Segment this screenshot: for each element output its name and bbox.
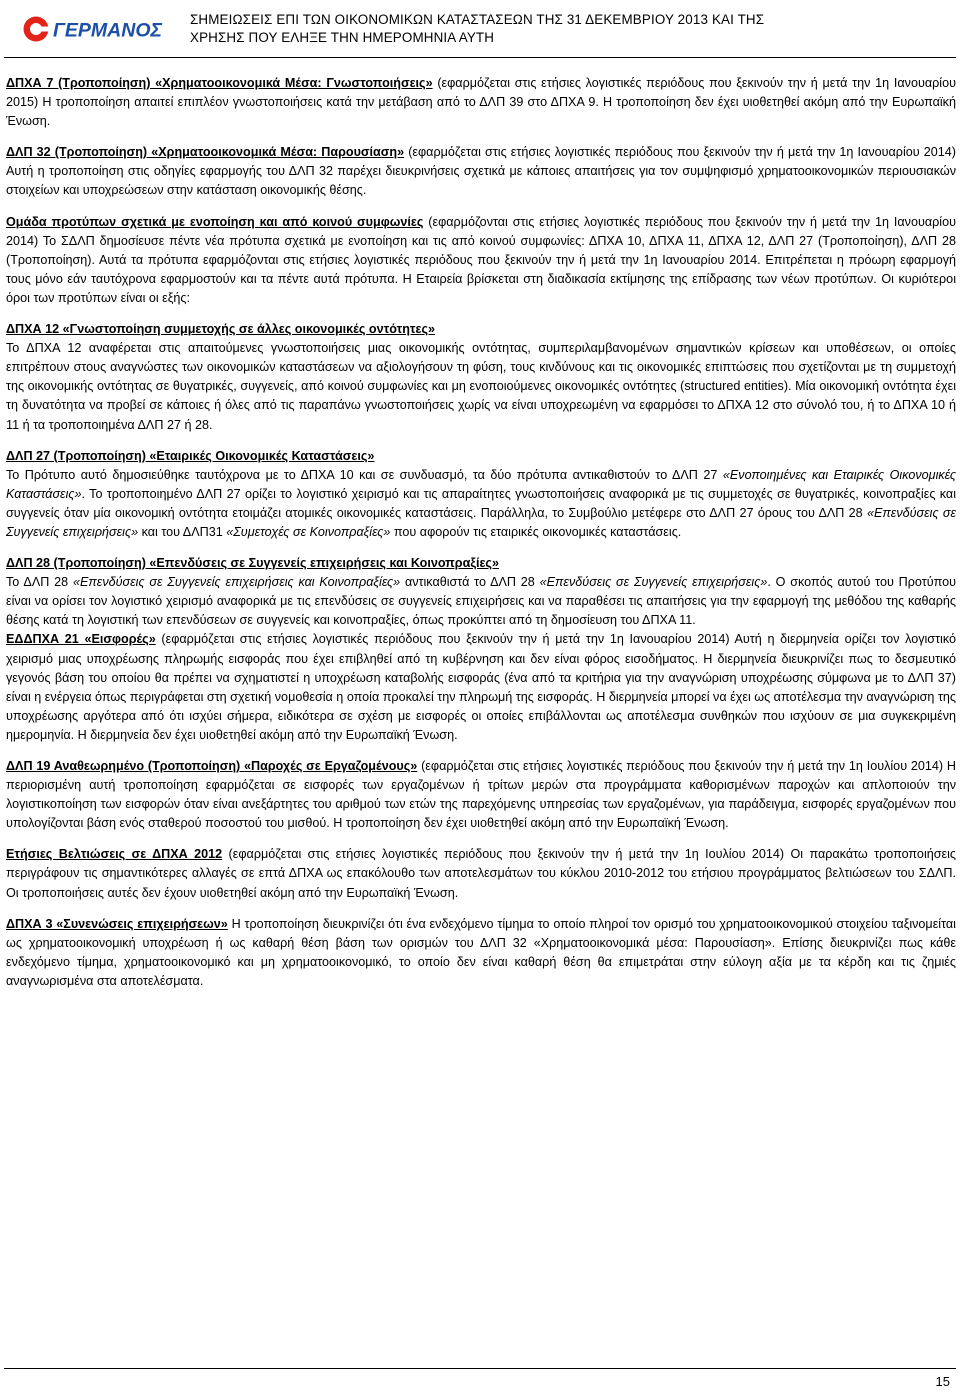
heading-ifrs7: ΔΠΧΑ 7 (Τροποποίηση) «Χρηματοοικονομικά Μέσα: Γνωστοποιήσεις» (6, 76, 433, 90)
paragraph-ifrs3 (6, 915, 956, 991)
heading-ias28: ΔΛΠ 28 (Τροποποίηση) «Επενδύσεις σε Συγγενείς επιχειρήσεις και Κοινοπραξίες» (6, 556, 499, 571)
page-number: 15 (935, 1374, 950, 1389)
text-ias27-2: . Το τροποποιημένο ΔΛΠ 27 ορίζει το λογιστικό χειρισμό και τις απαραίτητες γνωστοποιήσεις αναφορικά με τις συμμετοχές σε θυγατρικές, κοινοπραξίες και συγγενείς όταν μία οικονομική οντότητα ετοιμάζει ατομικές οικονομικές καταστάσεις. Παράλληλα, το Συμβούλιο μετέφερε στο ΔΛΠ 27 όρους του ΔΛΠ 28 (6, 486, 956, 520)
heading-ifrs12: ΔΠΧΑ 12 «Γνωστοποίηση συμμετοχής σε άλλες οικονομικές οντότητες» (6, 322, 436, 337)
page-header (0, 0, 960, 58)
text-ias32: (εφαρμόζεται στις ετήσιες λογιστικές περιόδους που ξεκινούν την ή μετά την 1η Ιανουαρίου 2014) Αυτή η τροποποίηση στις οδηγίες εφαρμογής του ΔΛΠ 32 παρέχει διευκρινήσεις σχετικά με κάποιες απαιτήσεις για τον συμψηφισμό χρηματοοικονομικών περιουσιακών στοιχείων και υποχρεώσεων στην κατάσταση οικονομικής θέσης. (6, 145, 956, 198)
paragraph-ifric21 (6, 630, 956, 745)
header-divider (4, 57, 956, 58)
italic-ias27-1: «Ενοποιημένες και Εταιρικές Οικονομικές Καταστάσεις» (6, 467, 956, 501)
paragraph-ias27 (6, 447, 956, 542)
heading-consolidation-group: Ομάδα προτύπων σχετικά με ενοποίηση και από κοινού συμφωνίες (6, 214, 424, 229)
heading-ifrs3: ΔΠΧΑ 3 «Συνενώσεις επιχειρήσεων» (6, 916, 228, 931)
text-ias28-1: Το ΔΛΠ 28 (6, 575, 73, 590)
heading-annual-improvements: Ετήσιες Βελτιώσεις σε ΔΠΧΑ 2012 (6, 847, 223, 862)
text-annual-improvements: (εφαρμόζεται στις ετήσιες λογιστικές περιόδους που ξεκινούν την ή μετά την 1η Ιουλίου 2014) Οι παρακάτω τροποποιήσεις περιγράφουν τις σημαντικότερες αλλαγές σε επτά ΔΠΧΑ ως επακόλουθο των αποτελεσμάτων του κύκλου 2010-2012 του ετήσιου προγράμματος βελτιώσεων του ΣΔΛΠ. Οι τροποποιήσεις αυτές δεν έχουν υιοθετηθεί ακόμη από την Ευρωπαϊκή Ένωση. (6, 847, 956, 900)
paragraph-annual-improvements (6, 845, 956, 902)
text-ias27-1: Το Πρότυπο αυτό δημοσιεύθηκε ταυτόχρονα με το ΔΠΧΑ 10 και σε συνδυασμό, τα δύο πρότυπα αντικαθιστούν το ΔΛΠ 27 (6, 467, 723, 482)
italic-ias27-2: «Επενδύσεις σε Συγγενείς επιχειρήσεις» (6, 505, 956, 539)
paragraph-ifrs12 (6, 320, 956, 435)
italic-ias27-3: «Συμετοχές σε Κοινοπραξίες» (226, 524, 391, 539)
text-ifric21: (εφαρμόζεται στις ετήσιες λογιστικές περιόδους που ξεκινούν την ή μετά την 1η Ιανουαρίου 2014) Αυτή η διερμηνεία ορίζει τον λογιστικό χειρισμό μιας υποχρέωσης πληρωμής εισφοράς που έχει επιβληθεί από τη κυβέρνηση και δεν είναι φόρος εισοδήματος. Η διερμηνεία διευκρινίζει πως το δεσμευτικό γεγονός βάση του οποίου θα πρέπει να σχηματιστεί η υποχρέωση καταβολής εισφοράς (ένα από τα κριτήρια για την αναγνώριση υποχρέωσης σύμφωνα με το ΔΛΠ 37) είναι η ενέργεια όπως περιγράφεται στη σχετική νομοθεσία η οποία προκαλεί την πληρωμή της εισφοράς. Η διερμηνεία μπορεί να έχει ως αποτέλεσμα την αναγνώριση της υποχρέωσης αργότερα από ότι ισχύει σήμερα, ειδικότερα σε σχέση με εισφορές οι οποίες επιβάλλονται ως αποτέλεσμα συνθηκών που ισχύουν σε μια συγκεκριμένη ημερομηνία. Η διερμηνεία δεν έχει υιοθετηθεί ακόμη από την Ευρωπαϊκή Ένωση. (6, 632, 956, 742)
heading-ias27: ΔΛΠ 27 (Τροποποίηση) «Εταιρικές Οικονομικές Καταστάσεις» (6, 448, 375, 463)
text-consolidation-group: (εφαρμόζονται στις ετήσιες λογιστικές περιόδους που ξεκινούν την ή μετά την 1η Ιανουαρίου 2014) Το ΣΔΛΠ δημοσίευσε πέντε νέα πρότυπα σχετικά με ενοποίηση και τις από κοινού συμφωνίες: ΔΠΧΑ 10, ΔΠΧΑ 11, ΔΠΧΑ 12, ΔΛΠ 27 (Τροποποίηση), ΔΛΠ 28 (Τροποποίηση). Αυτά τα πρότυπα εφαρμόζονται στις ετήσιες λογιστικές περιόδους που ξεκινούν την ή μετά την 1η Ιανουαρίου 2014. Επιτρέπεται η πρόωρη εφαρμογή τους μόνο εάν ταυτόχρονα εφαρμοστούν και τα πέντε αυτά πρότυπα. Η Εταιρεία βρίσκεται στη διαδικασία εκτίμησης της επίδρασης των νέων προτύπων. Οι κυριότεροι όροι των προτύπων είναι οι εξής: (6, 214, 956, 305)
paragraph-ias28 (6, 554, 956, 630)
text-ifrs12: Το ΔΠΧΑ 12 αναφέρεται στις απαιτούμενες γνωστοποιήσεις μιας οικονομικής οντότητας, συμπεριλαμβανομένων σημαντικών κρίσεων και υποθέσεων, οι οποίες επιτρέπουν στους αναγνώστες των οικονομικών καταστάσεων να αξιολογήσουν τη φύση, τους κινδύνους και τις οικονομικές επιπτώσεις που σχετίζονται με τη συμμετοχή της οικονομικής οντότητας σε θυγατρικές, συγγενείς, από κοινού συμφωνίες και μη ενοποιούμενες οικονομικές οντότητες (structured entities). Μία οικονομική οντότητα έχει τη δυνατότητα να προβεί σε κάποιες ή όλες από τις παραπάνω γνωστοποιήσεις χωρίς να είναι υποχρεωμένη να εφαρμόσει το ΔΠΧΑ 12 στο σύνολό του, ή το ΔΠΧΑ 10 ή 11 ή τα τροποποιημένα ΔΛΠ 27 ή 28. (6, 341, 956, 432)
text-ias28-3: . Ο σκοπός αυτού του Προτύπου είναι να ορίσει τον λογιστικό χειρισμό αναφορικά με τις επενδύσεις σε συγγενείς επιχειρήσεις και να παραθέσει τις απαιτήσεις για την εφαρμογή της μεθόδου της καθαρής θέσης κατά τη λογιστική των επενδύσεων σε συγγενείς και κοινοπραξίες, όπως προκύπτει από τη δημοσίευση του ΔΠΧΑ 11. (6, 575, 957, 628)
text-ias27-3: και του ΔΛΠ31 (138, 524, 227, 539)
heading-ias19: ΔΛΠ 19 Αναθεωρημένο (Τροποποίηση) «Παροχές σε Εργαζομένους» (6, 759, 418, 773)
heading-ias32: ΔΛΠ 32 (Τροποποίηση) «Χρηματοοικονομικά Μέσα: Παρουσίαση» (6, 145, 405, 160)
paragraph-consolidation-group (6, 213, 956, 308)
title-line-1: ΣΗΜΕΙΩΣΕΙΣ ΕΠΙ ΤΩΝ ΟΙΚΟΝΟΜΙΚΩΝ ΚΑΤΑΣΤΑΣΕΩΝ ΤΗΣ 31 ΔΕΚΕΜΒΡΙΟΥ 2013 ΚΑΙ ΤΗΣ (190, 12, 765, 27)
text-ifrs3: Η τροποποίηση διευκρινίζει ότι ένα ενδεχόμενο τίμημα το οποίο πληροί τον ορισμό του χρηματοοικονομικού στοιχείου ταξινομείται ως χρηματοοικονομική υποχρέωση ή ως καθαρή θέση βάση των ορισμών του ΔΛΠ 32 «Χρηματοοικονομικά μέσα: Παρουσίαση». Επίσης διευκρινίζει πως κάθε ενδεχόμενο τίμημα, χρηματοοικονομικό και μη χρηματοοικονομικό, το οποίο δεν είναι καθαρή θέση θα επιμετράται στην εύλογη αξία με τα κέρδη και τις ζημιές αναγνωρισμένα στα αποτελέσματα. (6, 916, 956, 988)
text-ifrs7: (εφαρμόζεται στις ετήσιες λογιστικές περιόδους που ξεκινούν την ή μετά την 1η Ιανουαρίου 2015) Η τροποποίηση απαιτεί επιπλέον γνωστοποιήσεις κατά την μετάβαση από το ΔΛΠ 39 στο ΔΠΧΑ 9. Η τροποποίηση δεν έχει υιοθετηθεί ακόμη από την Ευρωπαϊκή Ένωση. (6, 76, 956, 129)
paragraph-ifrs7 (6, 74, 956, 131)
text-ias27-4: που αφορούν τις εταιρικές οικονομικές καταστάσεις. (390, 524, 682, 539)
heading-ifric21: ΕΔΔΠΧΑ 21 «Εισφορές» (6, 632, 156, 647)
document-title (190, 11, 930, 47)
title-line-2: ΧΡΗΣΗΣ ΠΟΥ ΕΛΗΞΕ ΤΗΝ ΗΜΕΡΟΜΗΝΙΑ ΑΥΤΗ (190, 30, 495, 45)
paragraph-ias32 (6, 143, 956, 200)
text-ias28-2: αντικαθιστά το ΔΛΠ 28 (400, 575, 540, 590)
footer-divider (4, 1368, 956, 1369)
text-ias19: (εφαρμόζεται στις ετήσιες λογιστικές περιόδους που ξεκινούν την ή μετά την 1η Ιουλίου 2014) Η περιορισμένη αυτή τροποποίηση εφαρμόζεται σε εισφορές των εργαζομένων ή τρίτων μερών στα προγράμματα καθορισμένων παροχών και απλοποιούν την λογιστικοποίηση των εισφορών όταν είναι ανεξάρτητες του αριθμού των ετών της παρεχόμενης υπηρεσίας των εργαζομένων, για παράδειγμα, εισφορές εργαζομένων που υπολογίζονται βάση ενός σταθερού ποσοστού του μισθού. Η τροποποίηση δεν έχει υιοθετηθεί ακόμη από την Ευρωπαϊκή Ένωση. (6, 759, 957, 831)
paragraph-ias19 (6, 757, 956, 833)
document-body (6, 74, 956, 1003)
italic-ias28-2: «Επενδύσεις σε Συγγενείς επιχειρήσεις» (539, 575, 768, 590)
germanos-logo (22, 12, 168, 46)
logo-text: ΓΕΡΜΑΝΟΣ (53, 19, 162, 42)
italic-ias28-1: «Επενδύσεις σε Συγγενείς επιχειρήσεις και Κοινοπραξίες» (72, 575, 401, 590)
